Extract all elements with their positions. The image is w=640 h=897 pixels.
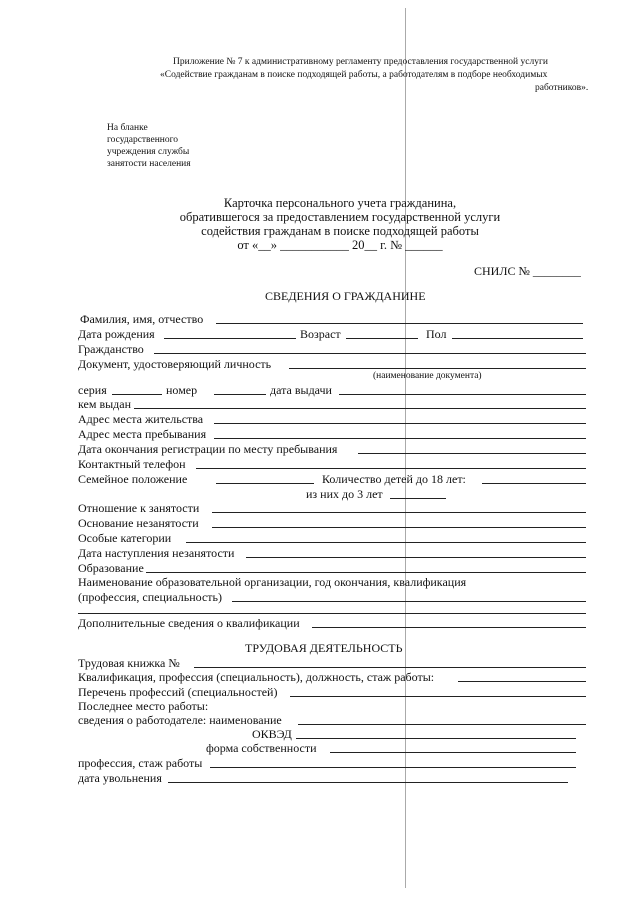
label-unemployment-reason: Основание незанятости bbox=[78, 516, 199, 530]
field-okved[interactable] bbox=[296, 738, 576, 739]
field-employment[interactable] bbox=[212, 512, 586, 513]
title-line-1: Карточка персонального учета гражданина, bbox=[223, 196, 457, 210]
label-work-book: Трудовая книжка № bbox=[78, 656, 180, 670]
field-employer[interactable] bbox=[298, 724, 586, 725]
field-citizenship[interactable] bbox=[154, 353, 586, 354]
field-series[interactable] bbox=[112, 394, 162, 395]
field-number[interactable] bbox=[214, 394, 266, 395]
label-doc: Документ, удостоверяющий личность bbox=[78, 357, 272, 371]
label-fio: Фамилия, имя, отчество bbox=[80, 312, 204, 326]
section-work-title: ТРУДОВАЯ ДЕЯТЕЛЬНОСТЬ bbox=[245, 641, 403, 655]
field-phone[interactable] bbox=[196, 468, 586, 469]
header-line-1: Приложение № 7 к административному регламенту предоставления государственной услуги bbox=[173, 57, 548, 67]
snils: СНИЛС № ________ bbox=[474, 264, 581, 278]
field-work-book[interactable] bbox=[194, 667, 586, 668]
title-line-4: от «__» ___________ 20__ г. № ______ bbox=[237, 238, 443, 252]
field-extra-qual[interactable] bbox=[312, 627, 586, 628]
header-line-3: работников». bbox=[535, 83, 589, 93]
label-age: Возраст bbox=[300, 327, 341, 341]
header-line-2: «Содействие гражданам в поиске подходящей работы, а работодателям в подборе необходимых bbox=[160, 70, 548, 80]
field-dismissal[interactable] bbox=[168, 782, 568, 783]
field-children3[interactable] bbox=[390, 498, 446, 499]
field-doc[interactable] bbox=[289, 368, 586, 369]
field-fio[interactable] bbox=[216, 323, 583, 324]
label-issued-by: кем выдан bbox=[78, 397, 132, 411]
label-work-qual: Квалификация, профессия (специальность), должность, стаж работы: bbox=[78, 670, 435, 684]
field-sex[interactable] bbox=[452, 338, 583, 339]
label-birth: Дата рождения bbox=[78, 327, 155, 341]
label-number: номер bbox=[166, 383, 198, 397]
label-series: серия bbox=[78, 383, 107, 397]
label-ownership: форма собственности bbox=[206, 741, 317, 755]
label-children: Количество детей до 18 лет: bbox=[322, 472, 466, 486]
title-line-3: содействия гражданам в поиске подходящей работы bbox=[201, 224, 479, 238]
label-extra-qual: Дополнительные сведения о квалификации bbox=[78, 616, 300, 630]
field-reg-end[interactable] bbox=[358, 453, 586, 454]
field-ownership[interactable] bbox=[330, 752, 576, 753]
label-edu-org: Наименование образовательной организации, год окончания, квалификация bbox=[78, 575, 467, 589]
stamp-note: На бланке государственного учреждения службы занятости населения bbox=[107, 123, 191, 169]
field-work-qual[interactable] bbox=[458, 681, 586, 682]
label-reg-end: Дата окончания регистрации по месту пребывания bbox=[78, 442, 338, 456]
label-categories: Особые категории bbox=[78, 531, 172, 545]
field-issue-date[interactable] bbox=[339, 394, 586, 395]
field-categories[interactable] bbox=[186, 542, 586, 543]
doc-hint: (наименование документа) bbox=[373, 371, 482, 381]
label-sex: Пол bbox=[426, 327, 447, 341]
field-unemployment-date[interactable] bbox=[246, 557, 586, 558]
field-prof-exp[interactable] bbox=[210, 767, 576, 768]
field-prof-list[interactable] bbox=[290, 696, 586, 697]
label-family: Семейное положение bbox=[78, 472, 188, 486]
field-edu-prof[interactable] bbox=[232, 601, 586, 602]
field-birth[interactable] bbox=[164, 338, 296, 339]
field-unemployment-reason[interactable] bbox=[212, 527, 586, 528]
field-issued-by[interactable] bbox=[134, 408, 586, 409]
field-address-res[interactable] bbox=[214, 423, 586, 424]
section-citizen-title: СВЕДЕНИЯ О ГРАЖДАНИНЕ bbox=[265, 289, 426, 303]
field-education[interactable] bbox=[146, 572, 586, 573]
label-address-stay: Адрес места пребывания bbox=[78, 427, 207, 441]
label-employment: Отношение к занятости bbox=[78, 501, 200, 515]
label-okved: ОКВЭД bbox=[252, 727, 292, 741]
field-children[interactable] bbox=[482, 483, 586, 484]
label-edu-prof: (профессия, специальность) bbox=[78, 590, 222, 604]
fold-line bbox=[405, 8, 406, 888]
field-edu-extra-line[interactable] bbox=[78, 613, 586, 614]
label-dismissal: дата увольнения bbox=[78, 771, 162, 785]
label-last-place: Последнее место работы: bbox=[78, 699, 209, 713]
label-address-res: Адрес места жительства bbox=[78, 412, 204, 426]
field-address-stay[interactable] bbox=[214, 438, 586, 439]
label-issue-date: дата выдачи bbox=[270, 383, 332, 397]
label-employer: сведения о работодателе: наименование bbox=[78, 713, 282, 727]
label-children3: из них до 3 лет bbox=[306, 487, 383, 501]
title-line-2: обратившегося за предоставлением государственной услуги bbox=[179, 210, 501, 224]
label-citizenship: Гражданство bbox=[78, 342, 144, 356]
field-age[interactable] bbox=[346, 338, 418, 339]
label-prof-list: Перечень профессий (специальностей) bbox=[78, 685, 278, 699]
field-family[interactable] bbox=[216, 483, 314, 484]
label-education: Образование bbox=[78, 561, 144, 575]
label-prof-exp: профессия, стаж работы bbox=[78, 756, 203, 770]
label-unemployment-date: Дата наступления незанятости bbox=[78, 546, 235, 560]
label-phone: Контактный телефон bbox=[78, 457, 186, 471]
